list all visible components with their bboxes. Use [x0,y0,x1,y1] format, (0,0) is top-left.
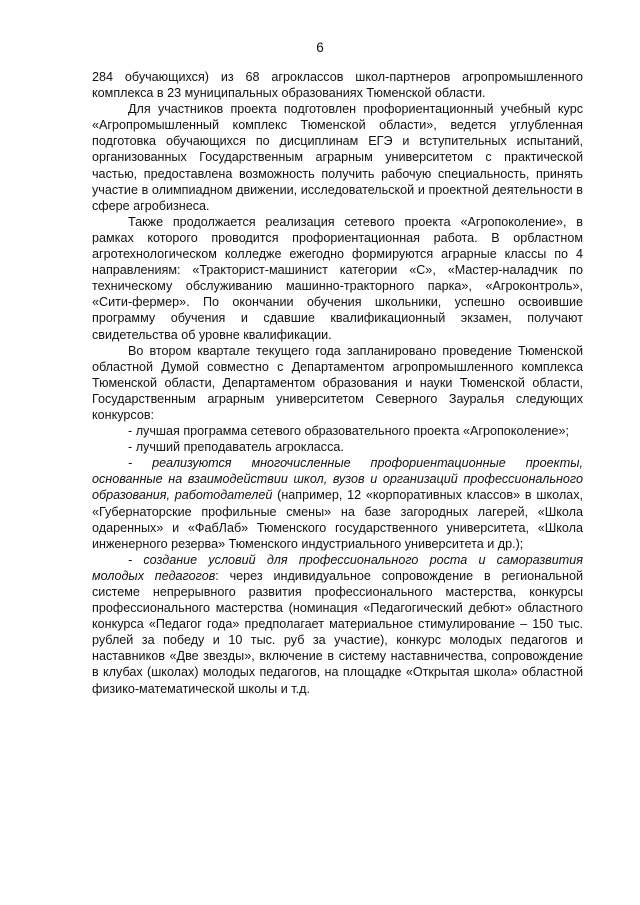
paragraph-contests-intro: Во втором квартале текущего года запланировано проведение Тюменской областной Думой совместно с Департаментом агропромышленного комплекса Тюменской области, Департаментом образования и науки Тюменской области, Государственным аграрным университетом Северного Зауралья следующих конкурсов: [92,343,583,422]
list-item-best-teacher: - лучший преподаватель агрокласса. [128,440,344,455]
list-item-career-projects-text: (например, 12 «корпоративных классов» в школах, «Губернаторские профильные смены» на базе загородных лагерей, «Школа одаренных» и «ФабЛаб» Тюменского государственного университета, «Школа инженерного резерва» Тюменского индустриального университета и др.); [92,488,583,551]
document-body [92,69,583,697]
list-item-young-teachers-text: : через индивидуальное сопровождение в региональной системе непрерывного развития профессионального мастерства, конкурсы профессионального мастерства (номинация «Педагогический дебют» областного конкурса «Педагог года» предполагает материальное стимулирование – 150 тыс. рублей за победу и 10 тыс. руб за участие), конкурс молодых педагогов и наставников «Две звезды», включение в систему наставничества, сопровождение в клубах (школах) молодых педагогов, на площадке «Открытая школа» областной физико-математической школы и т.д. [92,568,583,696]
paragraph-continuation: 284 обучающихся) из 68 агроклассов школ-партнеров агропромышленного комплекса в 23 муниципальных образованиях Тюменской области. [92,70,583,101]
page-number: 6 [316,40,324,55]
list-item-career-projects [92,455,583,552]
list-item-young-teachers-emphasis: - создание условий для профессионального роста и саморазвития молодых педагогов [92,552,583,583]
list-item-best-program: - лучшая программа сетевого образовательного проекта «Агропоколение»; [128,424,570,439]
paragraph-agropokolenie: Также продолжается реализация сетевого проекта «Агропоколение», в рамках которого проводится профориентационная работа. В орбластном агротехнологическом колледже ежегодно формируются аграрные классы по 4 направлениям: «Тракторист-машинист категории «С», «Мастер-наладчик по техническому обслуживанию машинно-тракторного парка», «Агроконтроль», «Сити-фермер». По окончании обучения школьники, успешно освоившие программу обучения и сдавшие квалификационный экзамен, получают свидетельства об уровне квалификации. [92,214,583,342]
list-item-career-projects-emphasis: - реализуются многочисленные профориентационные проекты, основанные на взаимодействии школ, вузов и организаций профессионального образования, работодателей [92,456,583,503]
paragraph-course: Для участников проекта подготовлен профориентационный учебный курс «Агропромышленный комплекс Тюменской области», ведется углубленная подготовка обучающихся по дисциплинам ЕГЭ и вступительных испытаний, организованных Государственным аграрным университетом с практической частью, предоставлена возможность получить рабочую специальность, принять участие в олимпиадном движении, исследовательской и проектной деятельности в сфере агробизнеса. [92,102,583,213]
list-item-young-teachers [92,552,583,697]
